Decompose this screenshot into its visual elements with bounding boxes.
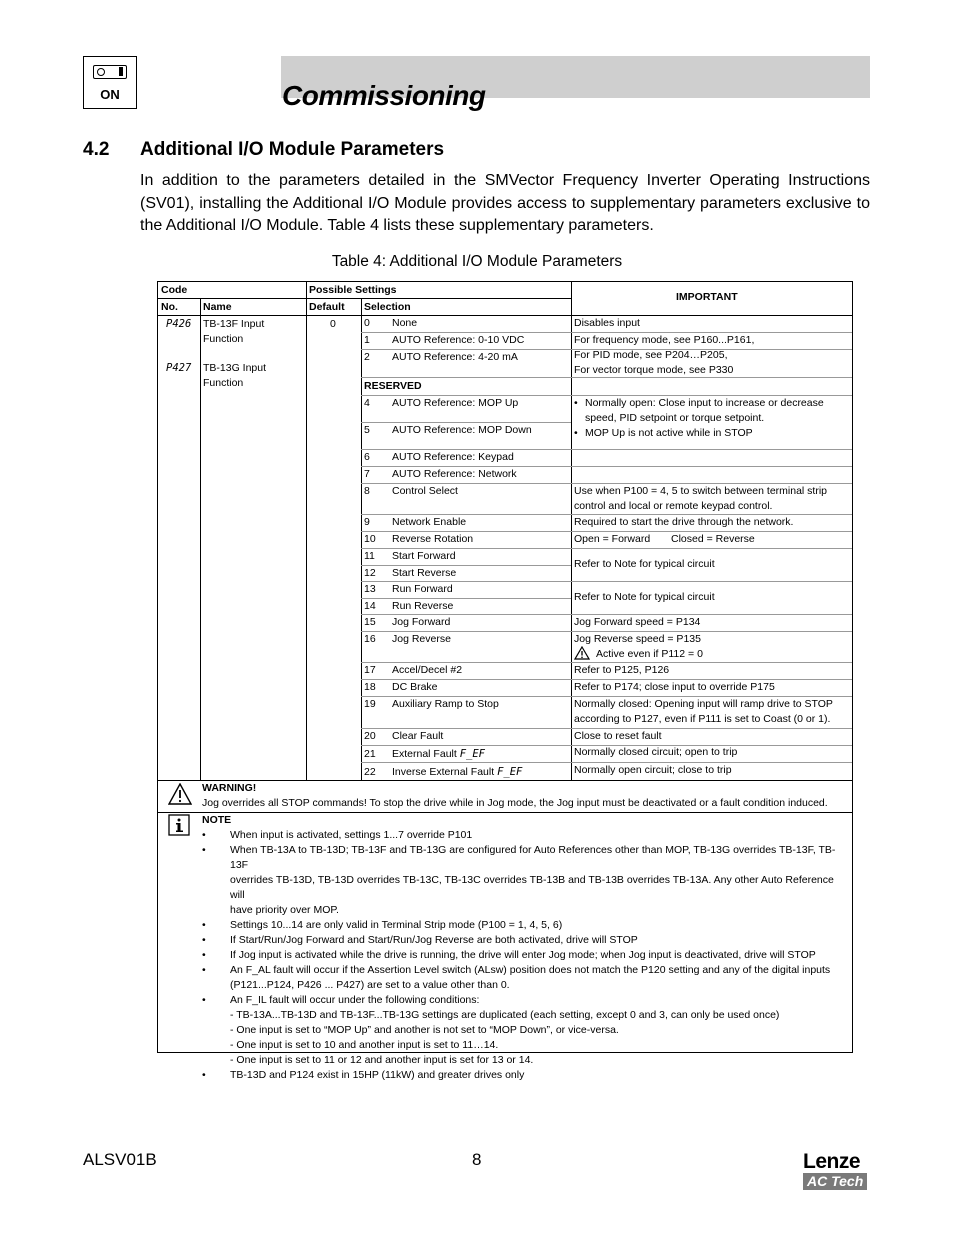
- selection-no: 18: [364, 681, 376, 693]
- note-line: When TB-13A to TB-13D; TB-13F and TB-13G are configured for Auto References other than MOP, TB-13G overrides TB-13F, TB-13F: [230, 844, 836, 871]
- selection-no: 11: [364, 550, 375, 562]
- selection-label-text: Inverse External Fault: [392, 766, 495, 778]
- note-line: - One input is set to “MOP Up” and another is not set to “MOP Down”, or vice-versa.: [230, 1024, 619, 1036]
- important-text: speed, PID setpoint or torque setpoint.: [585, 412, 765, 424]
- bullet-icon: •: [574, 397, 578, 409]
- important-text: Jog Reverse speed = P135: [574, 633, 701, 645]
- important-text: Refer to Note for typical circuit: [574, 591, 715, 603]
- table-caption: Table 4: Additional I/O Module Parameters: [331, 253, 623, 270]
- selection-label: Control Select: [392, 485, 458, 497]
- note-item: • TB-13D and P124 exist in 15HP (11kW) and greater drives only: [202, 1069, 525, 1081]
- warning-icon: [168, 783, 192, 805]
- selection-label: None: [392, 317, 418, 329]
- important-text: control and local or remote keypad control.: [574, 500, 773, 512]
- selection-no: 4: [364, 397, 370, 409]
- selection-label: Network Enable: [392, 516, 467, 528]
- warning-title: WARNING!: [202, 782, 257, 794]
- selection-no: 10: [364, 533, 376, 545]
- selection-no: 2: [364, 351, 370, 363]
- selection-label: Reverse Rotation: [392, 533, 474, 545]
- note-item: • When input is activated, settings 1...7 override P101: [202, 829, 473, 841]
- bullet-icon: •: [574, 427, 578, 439]
- reserved-label: RESERVED: [364, 380, 422, 392]
- header-selection: Selection: [364, 301, 411, 313]
- selection-no: 17: [364, 664, 376, 676]
- note-item: • An F_IL fault will occur under the following conditions: - TB-13A...TB-13D and TB-13F...TB-13G settings are duplicated (each setting, except 0 and 3, can only be used once) - One input is set to “MOP Up” and another is not set to “MOP Down”, or vice-versa. - One input is set to 10 and another input is set to 11…14. - One input is set to 11 or 12 and another input is set for 13 or 14.: [202, 994, 780, 1066]
- footer-doc-id: ALSV01B: [83, 1150, 157, 1169]
- note-line: - One input is set to 10 and another input is set to 11…14.: [230, 1039, 499, 1051]
- selection-no: 14: [364, 600, 376, 612]
- selection-label: AUTO Reference: MOP Down: [392, 424, 532, 436]
- header-important: IMPORTANT: [676, 291, 738, 303]
- logo-sub: AC Tech: [803, 1173, 867, 1190]
- fault-code: F_EF: [459, 748, 485, 760]
- param-name: TB-13G Input: [203, 362, 267, 374]
- param-name: Function: [203, 377, 244, 389]
- important-text: Normally closed: Opening input will ramp drive to STOP: [574, 698, 833, 710]
- important-text: according to P127, even if P111 is set to Coast (0 or 1).: [574, 713, 831, 725]
- important-text: For vector torque mode, see P330: [574, 364, 734, 376]
- selection-no: 13: [364, 583, 376, 595]
- selection-label: AUTO Reference: Keypad: [392, 451, 514, 463]
- param-name: Function: [203, 333, 244, 345]
- note-line: (P121...P124, P426 ... P427) are set to a value other than 0.: [230, 979, 510, 991]
- header-code: Code: [161, 284, 188, 296]
- selection-label: Jog Reverse: [392, 633, 451, 645]
- note-line: overrides TB-13D, TB-13D overrides TB-13C, TB-13C overrides TB-13B and TB-13B overrides TB-13A. Any other Auto Reference will: [230, 874, 834, 901]
- selection-label: Start Forward: [392, 550, 456, 562]
- note-item: • When TB-13A to TB-13D; TB-13F and TB-13G are configured for Auto References other than MOP, TB-13G overrides TB-13F, TB-13F overrides TB-13D, TB-13D overrides TB-13C, TB-13C overrides TB-13B and TB-13B overrides TB-13A. Any other Auto Reference will have priority over MOP.: [202, 844, 836, 916]
- selection-no: 7: [364, 468, 370, 480]
- selection-no: 8: [364, 485, 370, 497]
- important-text: Close to reset fault: [574, 730, 662, 742]
- note-item: • Settings 10...14 are only valid in Terminal Strip mode (P100 = 1, 4, 5, 6): [202, 919, 563, 931]
- selection-label: AUTO Reference: Network: [392, 468, 517, 480]
- default-value: 0: [330, 318, 336, 330]
- section-title: Additional I/O Module Parameters: [140, 139, 445, 160]
- important-text: Refer to Note for typical circuit: [574, 558, 715, 570]
- selection-no: 5: [364, 424, 370, 436]
- selection-label: Accel/Decel #2: [392, 664, 463, 676]
- fault-code: F_EF: [497, 766, 523, 778]
- warning-triangle-icon: [574, 646, 590, 660]
- note-line: - TB-13A...TB-13D and TB-13F...TB-13G settings are duplicated (each setting, except 0 and 3, can only be used once): [230, 1009, 780, 1021]
- selection-label: AUTO Reference: 4-20 mA: [392, 351, 518, 363]
- important-text: Active even if P112 = 0: [596, 648, 703, 660]
- on-switch-icon: [83, 56, 137, 109]
- note-line: - One input is set to 11 or 12 and another input is set for 13 or 14.: [230, 1054, 534, 1066]
- param-code: P426: [166, 318, 192, 330]
- selection-no: 0: [364, 317, 370, 329]
- note-line: have priority over MOP.: [230, 904, 339, 916]
- param-code: P427: [166, 362, 192, 374]
- important-text: Jog Forward speed = P134: [574, 616, 701, 628]
- important-text: Refer to P174; close input to override P175: [574, 681, 775, 693]
- selection-label: Clear Fault: [392, 730, 444, 742]
- note-line: An F_AL fault will occur if the Assertion Level switch (ALsw) position does not match the P120 setting and any of the digital inputs: [230, 964, 831, 976]
- important-text: For frequency mode, see P160...P161,: [574, 334, 755, 346]
- warning-text: Jog overrides all STOP commands! To stop the drive while in Jog mode, the Jog input must be deactivated or a fault condition induced.: [202, 797, 828, 809]
- important-text: Disables input: [574, 317, 640, 329]
- important-text: Normally closed circuit; open to trip: [574, 746, 738, 758]
- logo-main: Lenze: [803, 1150, 861, 1173]
- note-list: [202, 828, 848, 1083]
- important-text: Use when P100 = 4, 5 to switch between terminal strip: [574, 485, 828, 497]
- page-title: Commissioning: [282, 80, 486, 111]
- selection-no: 1: [364, 334, 370, 346]
- note-line: An F_IL fault will occur under the following conditions:: [230, 994, 480, 1006]
- lenze-logo: [803, 1151, 870, 1191]
- selection-label: Auxiliary Ramp to Stop: [392, 698, 499, 710]
- selection-no: 6: [364, 451, 370, 463]
- header-name: Name: [203, 301, 232, 313]
- on-label: ON: [100, 87, 120, 102]
- important-text: Required to start the drive through the network.: [574, 516, 794, 528]
- note-line: When input is activated, settings 1...7 override P101: [230, 829, 473, 841]
- note-line: Settings 10...14 are only valid in Terminal Strip mode (P100 = 1, 4, 5, 6): [230, 919, 563, 931]
- important-text: For PID mode, see P204…P205,: [574, 349, 728, 361]
- important-text: MOP Up is not active while in STOP: [585, 427, 753, 439]
- note-item: • An F_AL fault will occur if the Assertion Level switch (ALsw) position does not match the P120 setting and any of the digital inputs (P121...P124, P426 ... P427) are set to a value other than 0.: [202, 964, 831, 991]
- note-line: If Start/Run/Jog Forward and Start/Run/Jog Reverse are both activated, drive will STOP: [230, 934, 638, 946]
- header-possible-settings: Possible Settings: [309, 284, 397, 296]
- selection-label: Start Reverse: [392, 567, 457, 579]
- selection-label: AUTO Reference: MOP Up: [392, 397, 519, 409]
- note-item: • If Start/Run/Jog Forward and Start/Run/Jog Reverse are both activated, drive will STOP: [202, 934, 638, 946]
- selection-no: 12: [364, 567, 376, 579]
- intro-paragraph: In addition to the parameters detailed in the SMVector Frequency Inverter Operating Instructions (SV01), installing the Additional I/O Module provides access to supplementary parameters exclusive to the Additional I/O Module. Table 4 lists these supplementary parameters.: [140, 172, 870, 234]
- section-number: 4.2: [83, 139, 110, 160]
- selection-label: [392, 765, 522, 779]
- note-line: TB-13D and P124 exist in 15HP (11kW) and greater drives only: [230, 1069, 525, 1081]
- parameter-table: [157, 281, 853, 1081]
- footer-page-number: 8: [472, 1150, 482, 1169]
- note-item: • If Jog input is activated while the drive is running, the drive will enter Jog mode; when Jog input is deactivated, drive will STOP: [202, 949, 816, 961]
- important-text: Open = Forward: [574, 533, 651, 545]
- selection-label: DC Brake: [392, 681, 438, 693]
- selection-label: Run Reverse: [392, 600, 454, 612]
- selection-no: 22: [364, 766, 376, 778]
- info-icon: [168, 814, 190, 836]
- selection-no: 9: [364, 516, 370, 528]
- selection-label: AUTO Reference: 0-10 VDC: [392, 334, 525, 346]
- important-text: Refer to P125, P126: [574, 664, 670, 676]
- important-text: Normally open: Close input to increase or decrease: [585, 397, 824, 409]
- note-line: If Jog input is activated while the drive is running, the drive will enter Jog mode; when Jog input is deactivated, drive will STOP: [230, 949, 816, 961]
- selection-label: Run Forward: [392, 583, 453, 595]
- selection-no: 19: [364, 698, 376, 710]
- header-default: Default: [309, 301, 345, 313]
- selection-label: Jog Forward: [392, 616, 451, 628]
- selection-no: 16: [364, 633, 376, 645]
- selection-label: [392, 747, 485, 761]
- selection-no: 20: [364, 730, 376, 742]
- selection-label-text: External Fault: [392, 748, 457, 760]
- important-text: Closed = Reverse: [671, 533, 755, 545]
- important-text: Normally open circuit; close to trip: [574, 764, 732, 776]
- header-no: No.: [161, 301, 178, 313]
- selection-no: 21: [364, 748, 376, 760]
- note-title: NOTE: [202, 814, 232, 826]
- selection-no: 15: [364, 616, 376, 628]
- param-name: TB-13F Input: [203, 318, 265, 330]
